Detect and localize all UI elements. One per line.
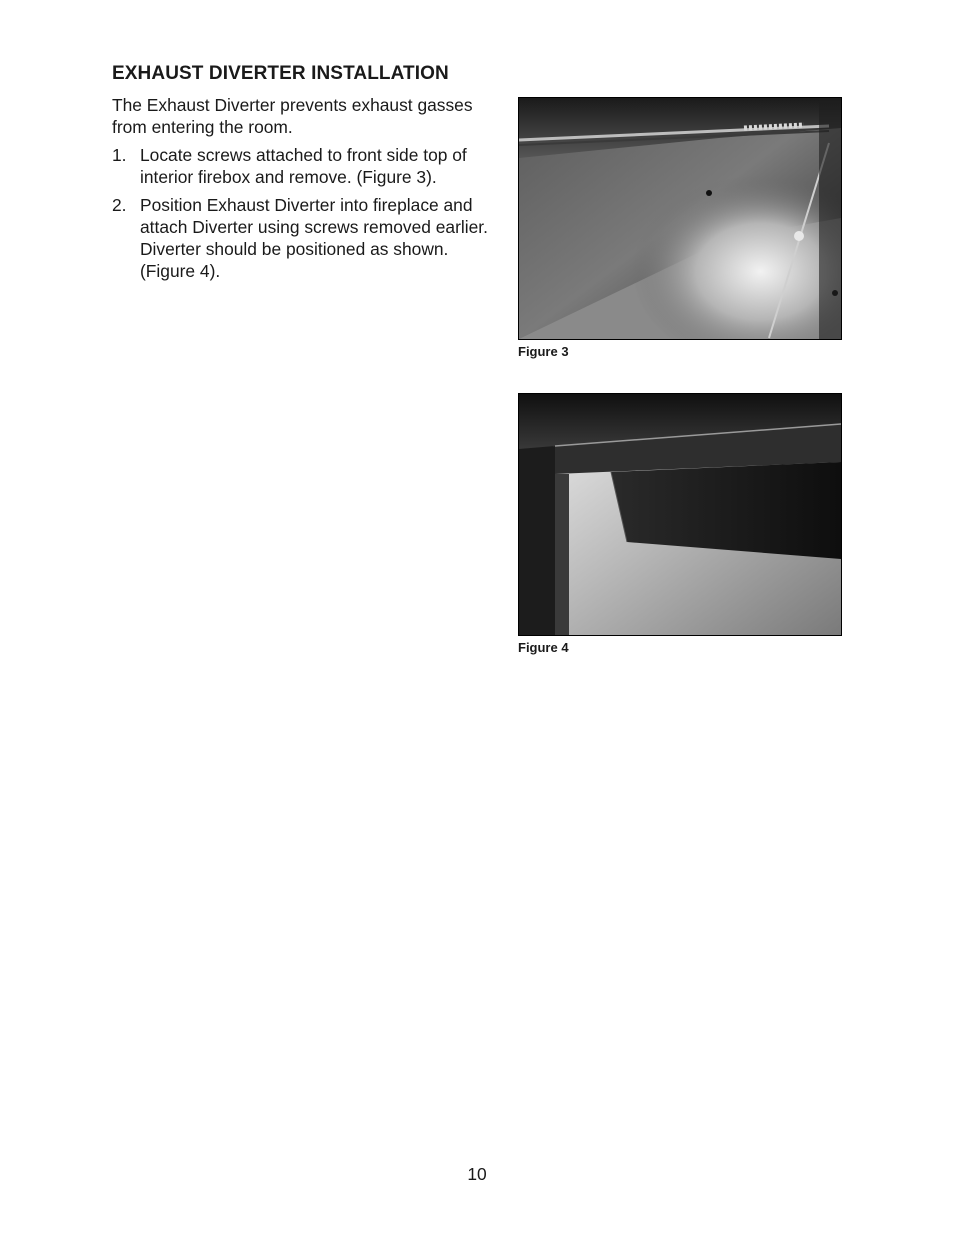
page-number: 10 [467,1164,487,1184]
step-item [112,144,504,188]
figure-4-caption: Figure 4 [518,640,569,655]
figure-4-photo [518,393,842,636]
step-number: 2. [112,195,127,215]
step-item [112,194,504,282]
step-text: Locate screws attached to front side top of interior firebox and remove. (Figure 3). [140,145,467,187]
intro-paragraph: The Exhaust Diverter prevents exhaust gasses from entering the room. [112,95,473,137]
step-text: Position Exhaust Diverter into fireplace and attach Diverter using screws removed earlier. Diverter should be positioned as shown. (Figure 4). [140,195,488,281]
section-heading: EXHAUST DIVERTER INSTALLATION [112,63,449,84]
figure-3-caption: Figure 3 [518,344,569,359]
figure-4 [518,393,842,655]
step-number: 1. [112,145,127,165]
figure-3 [518,97,842,359]
figure-3-photo [518,97,842,340]
instruction-steps [112,144,504,288]
